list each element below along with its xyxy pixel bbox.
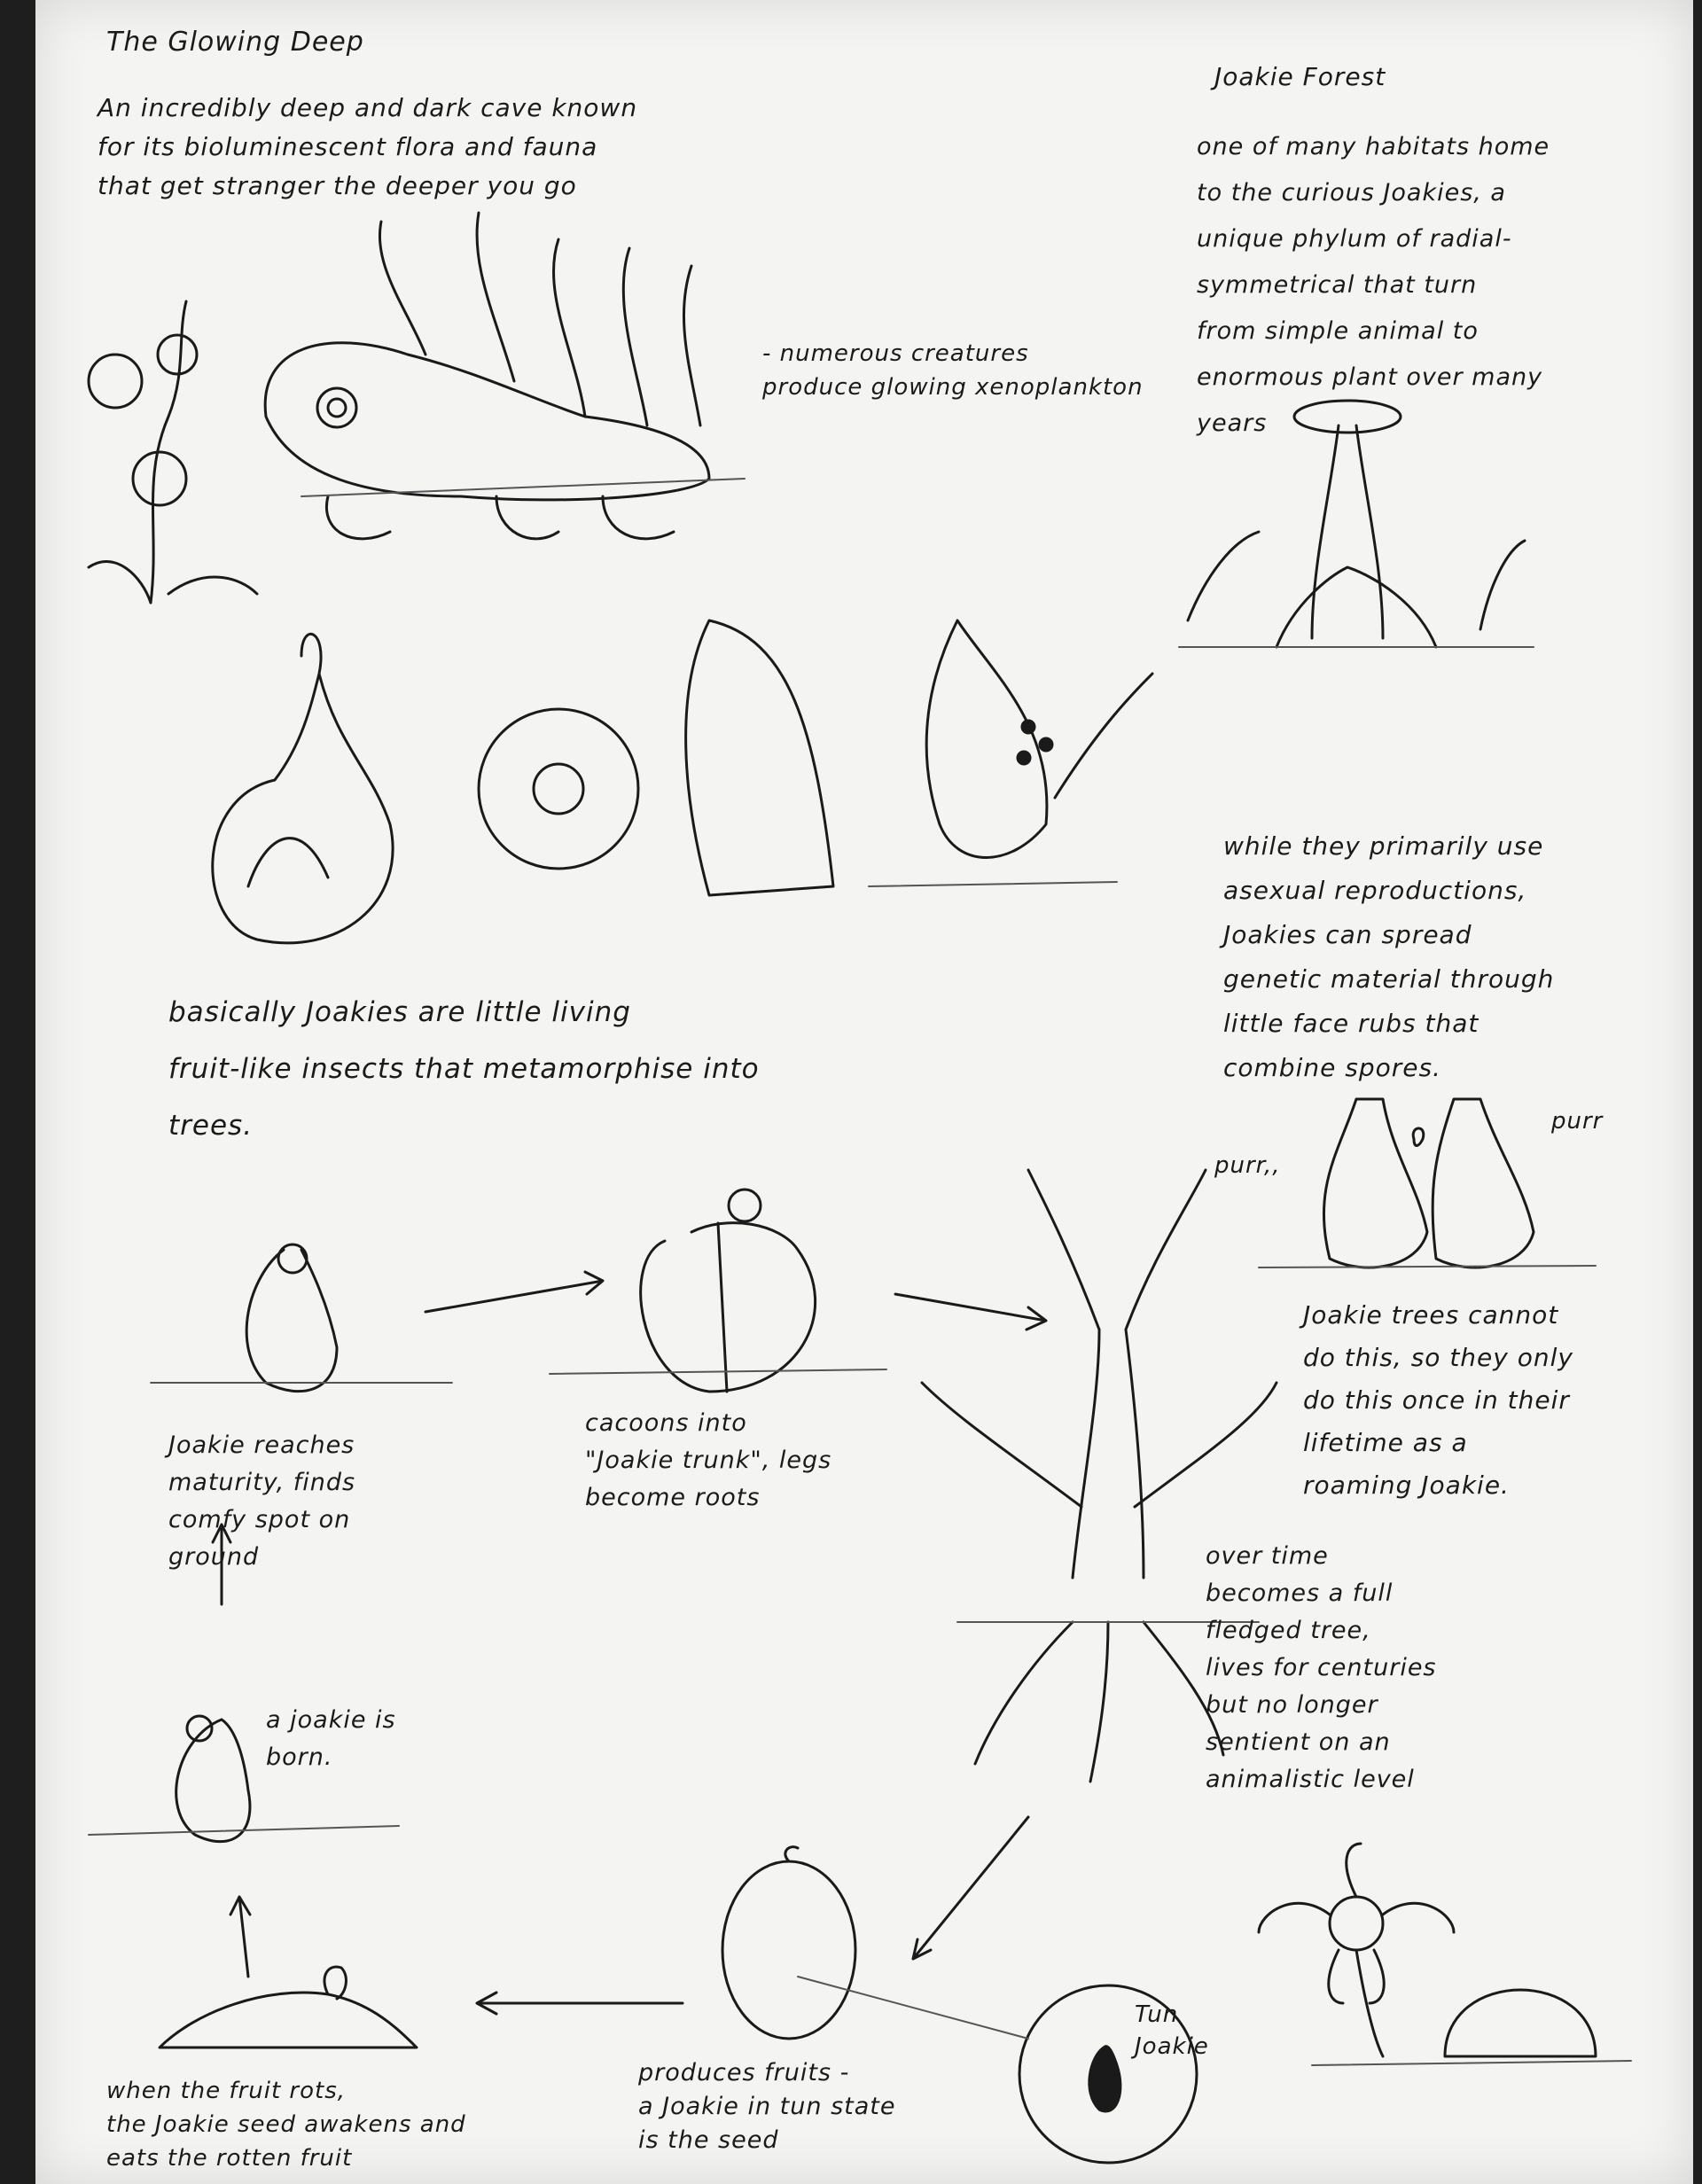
joakie-forest-title: Joakie Forest bbox=[1214, 62, 1386, 91]
full-tree-label: over time becomes a full fledged tree, lives for centuries but no longer sentient on an animalistic level bbox=[1206, 1542, 1437, 1793]
joakie-tree-note: Joakie trees cannot do this, so they only do this once in their lifetime as a roaming Joakie. bbox=[1303, 1300, 1573, 1500]
tun-joakie-label: Tun Joakie bbox=[1135, 2001, 1209, 2060]
sketchbook-page bbox=[35, 0, 1693, 2184]
fruit-rots-label: when the fruit rots, the Joakie seed awakens and eats the rotten fruit bbox=[106, 2078, 466, 2172]
joakie-forest-description: one of many habitats home to the curious Joakies, a unique phylum of radial- symmetrical that turn from simple animal to enormous plant over many years bbox=[1197, 133, 1550, 437]
maturity-label: Joakie reaches maturity, finds comfy spot on ground bbox=[168, 1431, 356, 1571]
bioluminescent-flower-sketch bbox=[89, 301, 257, 603]
glowing-deep-description: An incredibly deep and dark cave known for its bioluminescent flora and fauna that get stranger the deeper you go bbox=[98, 93, 638, 200]
fruit-label: produces fruits - a Joakie in tun state is the seed bbox=[638, 2059, 896, 2154]
born-label: a joakie is born. bbox=[266, 1706, 396, 1771]
joakie-summary: basically Joakies are little living fruit-like insects that metamorphise into trees. bbox=[168, 996, 760, 1142]
xenoplankton-note: - numerous creatures produce glowing xenoplankton bbox=[762, 340, 1144, 401]
purr-left-label: purr,, bbox=[1214, 1152, 1281, 1179]
purr-right-label: purr bbox=[1551, 1108, 1604, 1135]
glowing-deep-title: The Glowing Deep bbox=[106, 27, 364, 58]
reproduction-text: while they primarily use asexual reproductions, Joakies can spread genetic material through little face rubs that combine spores. bbox=[1223, 831, 1555, 1082]
purring-joakies-sketch bbox=[1259, 1099, 1596, 1268]
cocoon-label: cacoons into "Joakie trunk", legs become roots bbox=[585, 1409, 832, 1511]
joakie-forms-sketch bbox=[213, 620, 1152, 943]
glowing-creature-sketch bbox=[265, 213, 745, 539]
